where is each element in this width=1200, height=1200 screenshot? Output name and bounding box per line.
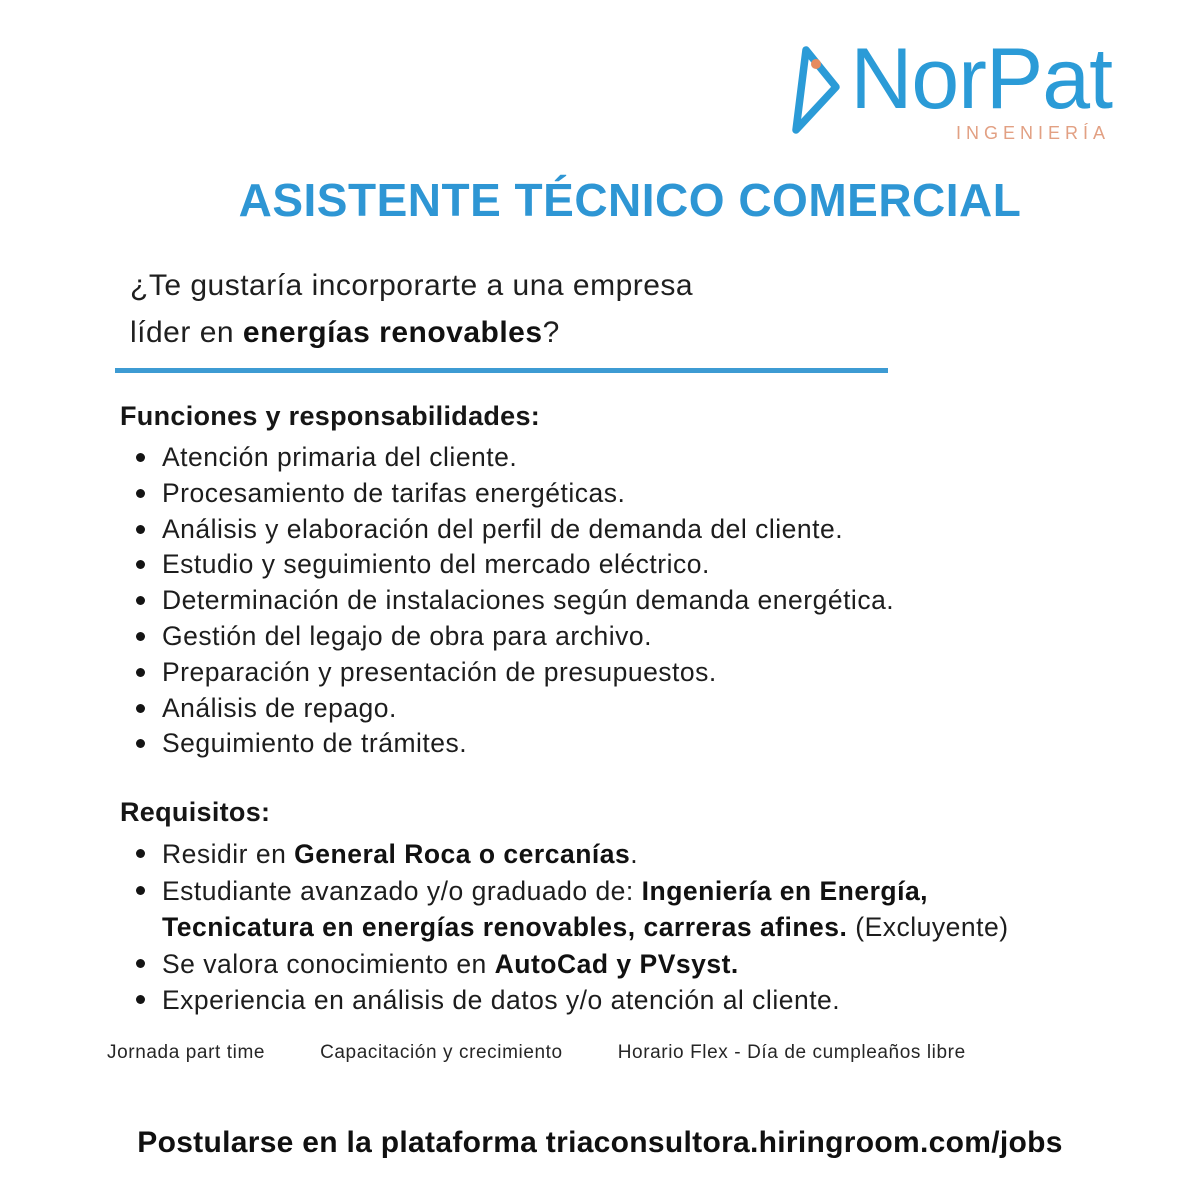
logo-subtitle: INGENIERÍA [955, 123, 1110, 144]
intro-line-1: ¿Te gustaría incorporarte a una empresa [130, 269, 694, 302]
section-funciones [120, 400, 1080, 762]
perks-row [107, 1040, 1117, 1066]
funciones-item: Estudio y seguimiento del mercado eléctrico. [120, 547, 1080, 583]
intro-line-2: líder en energías renovables? [130, 316, 560, 349]
requisitos-list [120, 836, 1080, 1019]
page-title: ASISTENTE TÉCNICO COMERCIAL [238, 174, 1022, 226]
divider-line [115, 368, 888, 373]
norpat-logo [792, 31, 1112, 144]
funciones-item: Preparación y presentación de presupuestos. [120, 655, 1080, 691]
perk-item: Jornada part time [107, 1042, 266, 1063]
funciones-item: Análisis de repago. [120, 691, 1080, 727]
funciones-item: Procesamiento de tarifas energéticas. [120, 476, 1080, 512]
perk-item: Horario Flex - Día de cumpleaños libre [617, 1042, 966, 1063]
requisitos-item: Estudiante avanzado y/o graduado de: Ingeniería en Energía, Tecnicatura en energías renovables, carreras afines. (Excluyente) [120, 873, 1080, 946]
requisitos-item: Se valora conocimiento en AutoCad y PVsyst. [120, 946, 1080, 983]
perk-item: Capacitación y crecimiento [320, 1042, 563, 1063]
funciones-heading: Funciones y responsabilidades: [120, 401, 541, 431]
funciones-item: Análisis y elaboración del perfil de demanda del cliente. [120, 512, 1080, 548]
funciones-item: Atención primaria del cliente. [120, 440, 1080, 476]
funciones-list [120, 440, 1080, 762]
requisitos-item: Residir en General Roca o cercanías. [120, 836, 1080, 873]
norpat-triangle-icon [792, 46, 840, 139]
funciones-item: Determinación de instalaciones según demanda energética. [120, 583, 1080, 619]
funciones-item: Seguimiento de trámites. [120, 726, 1080, 762]
apply-footer: Postularse en la plataforma triaconsultora.hiringroom.com/jobs [137, 1126, 1063, 1159]
section-requisitos [120, 796, 1080, 1019]
requisitos-item: Experiencia en análisis de datos y/o atención al cliente. [120, 982, 1080, 1019]
funciones-item: Gestión del legajo de obra para archivo. [120, 619, 1080, 655]
requisitos-heading: Requisitos: [120, 797, 271, 828]
intro-text [130, 262, 990, 356]
logo-name: NorPat [850, 31, 1112, 127]
